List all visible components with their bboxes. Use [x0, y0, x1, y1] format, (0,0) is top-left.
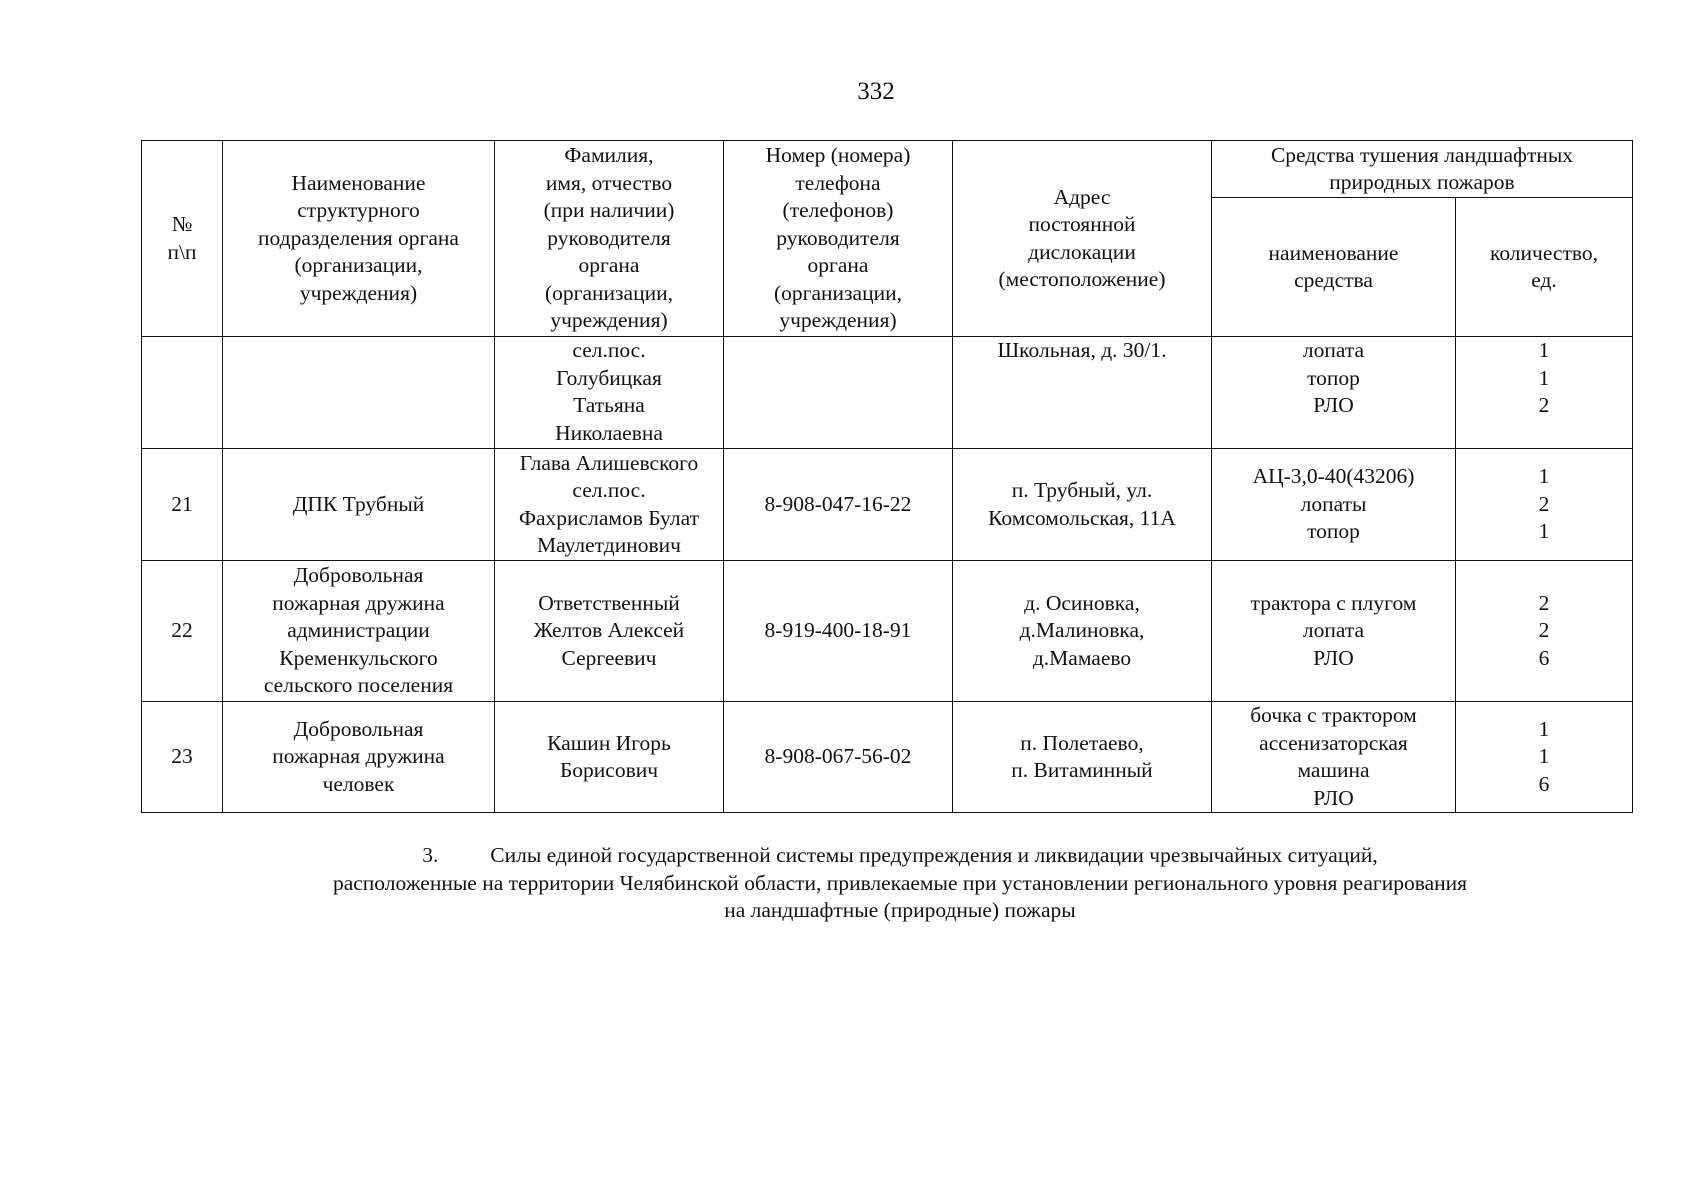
row-means-qty: 1 1 6 — [1456, 702, 1633, 813]
row-means-names: бочка с трактором ассенизаторская машина РЛО — [1212, 702, 1456, 813]
header-row-1 — [142, 141, 1633, 198]
row-head-name: Кашин Игорь Борисович — [495, 702, 724, 813]
row-head-name: Ответственный Желтов Алексей Сергеевич — [495, 561, 724, 702]
table-row — [142, 337, 1633, 449]
row-address: Школьная, д. 30/1. — [953, 337, 1212, 449]
row-head-name: Глава Алишевского сел.пос. Фахрисламов Булат Маулетдинович — [495, 449, 724, 561]
row-phone: 8-908-067-56-02 — [724, 702, 953, 813]
row-num — [142, 337, 223, 449]
header-means-name: наименование средства — [1212, 198, 1456, 337]
fire-forces-table — [141, 140, 1633, 813]
row-unit-name: Добровольная пожарная дружина человек — [223, 702, 495, 813]
header-means-group: Средства тушения ландшафтных природных пожаров — [1212, 141, 1633, 198]
header-phone: Номер (номера) телефона (телефонов) руководителя органа (организации, учреждения) — [724, 141, 953, 337]
row-means-names: АЦ-3,0-40(43206) лопаты топор — [1212, 449, 1456, 561]
row-address: п. Полетаево, п. Витаминный — [953, 702, 1212, 813]
row-means-qty: 1 2 1 — [1456, 449, 1633, 561]
table-row — [142, 702, 1633, 813]
row-unit-name: ДПК Трубный — [223, 449, 495, 561]
header-address: Адрес постоянной дислокации (местоположение) — [953, 141, 1212, 337]
section-title-line-1: Силы единой государственной системы предупреждения и ликвидации чрезвычайных ситуаций, — [490, 843, 1378, 867]
section-heading-line-1 — [232, 842, 1568, 870]
section-heading — [232, 842, 1568, 925]
row-unit-name — [223, 337, 495, 449]
row-num: 21 — [142, 449, 223, 561]
header-head-name: Фамилия, имя, отчество (при наличии) руководителя органа (организации, учреждения) — [495, 141, 724, 337]
row-unit-name: Добровольная пожарная дружина администрации Кременкульского сельского поселения — [223, 561, 495, 702]
row-means-qty: 2 2 6 — [1456, 561, 1633, 702]
row-phone — [724, 337, 953, 449]
page-number: 332 — [857, 78, 895, 105]
row-address: п. Трубный, ул. Комсомольская, 11А — [953, 449, 1212, 561]
section-title-line-3: на ландшафтные (природные) пожары — [724, 898, 1076, 922]
row-means-names: лопата топор РЛО — [1212, 337, 1456, 449]
row-num: 22 — [142, 561, 223, 702]
row-head-name: сел.пос. Голубицкая Татьяна Николаевна — [495, 337, 724, 449]
row-phone: 8-908-047-16-22 — [724, 449, 953, 561]
row-phone: 8-919-400-18-91 — [724, 561, 953, 702]
row-address: д. Осиновка, д.Малиновка, д.Мамаево — [953, 561, 1212, 702]
row-means-qty: 1 1 2 — [1456, 337, 1633, 449]
row-means-names: трактора с плугом лопата РЛО — [1212, 561, 1456, 702]
header-means-qty: количество, ед. — [1456, 198, 1633, 337]
header-unit-name: Наименование структурного подразделения органа (организации, учреждения) — [223, 141, 495, 337]
section-number: 3. — [422, 843, 439, 867]
table-row — [142, 561, 1633, 702]
header-num: № п\п — [142, 141, 223, 337]
section-title-line-2: расположенные на территории Челябинской области, привлекаемые при установлении регионального уровня реагирования — [332, 870, 1468, 895]
row-num: 23 — [142, 702, 223, 813]
table-row — [142, 449, 1633, 561]
